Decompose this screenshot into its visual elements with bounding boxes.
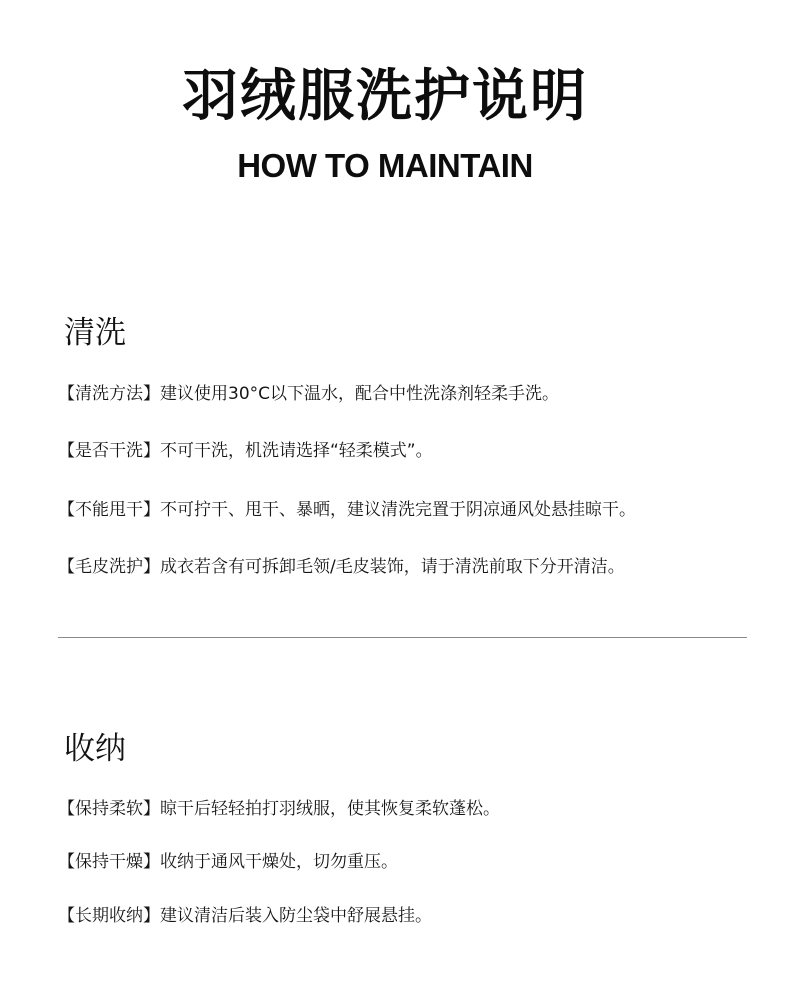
list-item [58, 497, 636, 523]
list-item [58, 849, 398, 875]
item-text: 晾干后轻轻拍打羽绒服，使其恢复柔软蓬松。 [160, 799, 500, 819]
item-label: 【是否干洗】 [58, 441, 160, 461]
list-item [58, 796, 500, 822]
item-text: 不可干洗，机洗请选择“轻柔模式”。 [160, 441, 433, 461]
item-text: 建议使用30°C以下温水，配合中性洗涤剂轻柔手洗。 [160, 384, 560, 404]
item-label: 【不能甩干】 [58, 500, 160, 520]
list-item [58, 554, 625, 580]
item-label: 【保持柔软】 [58, 799, 160, 819]
section-heading-washing: 清洗 [64, 315, 126, 351]
section-heading-storage: 收纳 [64, 731, 126, 767]
item-label: 【清洗方法】 [58, 384, 160, 404]
list-item [58, 903, 432, 929]
item-text: 不可拧干、甩干、暴晒，建议清洗完置于阴凉通风处悬挂晾干。 [160, 500, 636, 520]
list-item [58, 438, 433, 464]
item-text: 建议清洁后装入防尘袋中舒展悬挂。 [160, 906, 432, 926]
page-subtitle: HOW TO MAINTAIN [237, 147, 533, 184]
page-title: 羽绒服洗护说明 [182, 64, 588, 129]
item-text: 成衣若含有可拆卸毛领/毛皮装饰，请于清洗前取下分开清洁。 [160, 557, 625, 577]
section-divider [58, 637, 747, 638]
item-text: 收纳于通风干燥处，切勿重压。 [160, 852, 398, 872]
item-label: 【长期收纳】 [58, 906, 160, 926]
item-label: 【毛皮洗护】 [58, 557, 160, 577]
item-label: 【保持干燥】 [58, 852, 160, 872]
list-item [58, 381, 559, 407]
